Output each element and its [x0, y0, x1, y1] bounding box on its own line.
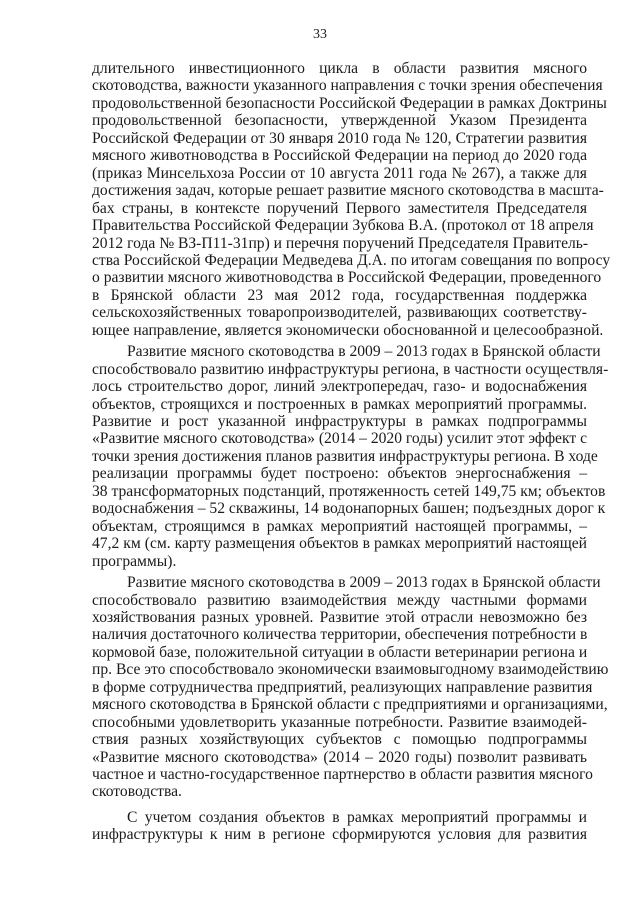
text-line: Российской Федерации от 30 января 2010 года № 120, Стратегии развития [92, 129, 587, 147]
text-line: объектам, строящимся в рамках мероприятий настоящей программы, – [92, 517, 587, 535]
text-line: сельскохозяйственных товаропроизводителей, развивающих соответству- [92, 304, 587, 322]
text-line: 38 трансформаторных подстанций, протяженность сетей 149,75 км; объектов [92, 482, 606, 500]
text-line: Развитие и рост указанной инфраструктуры в рамках подпрограммы [92, 413, 587, 430]
text-line: в Брянской области 23 мая 2012 года, государственная поддержка [92, 286, 587, 304]
text-line: ствия разных хозяйствующих субъектов с помощью подпрограммы [92, 731, 587, 749]
text-line: Развитие мясного скотоводства в 2009 – 2013 годах в Брянской области [127, 343, 601, 361]
text-line: 2012 года № ВЗ-П11-31пр) и перечня поручений Председателя Правитель- [92, 234, 589, 252]
text-line: бах страны, в контексте поручений Первого заместителя Председателя [92, 199, 587, 217]
text-line: пр. Все это способствовало экономически взаимовыгодному взаимодействию [92, 661, 609, 679]
text-line: Развитие мясного скотоводства в 2009 – 2013 годах в Брянской области [127, 574, 601, 592]
text-line: кормовой базе, положительной ситуации в области ветеринарии региона и [92, 643, 588, 661]
text-line: скотоводства. [92, 783, 182, 801]
text-line: лось строительство дорог, линий электропередач, газо- и водоснабжения [92, 378, 587, 396]
page-number: 33 [313, 27, 327, 42]
text-line: длительного инвестиционного цикла в области развития мясного [92, 60, 587, 77]
text-line: достижения задач, которые решает развитие мясного скотоводства в масшта- [92, 182, 604, 200]
text-line: точки зрения достижения планов развития инфраструктуры региона. В ходе [92, 447, 598, 465]
text-line: хозяйствования разных уровней. Развитие этой отрасли невозможно без [92, 608, 587, 626]
text-line: (приказ Минсельхоза России от 10 августа 2011 года № 267), а также для [92, 164, 587, 182]
text-line: ющее направление, является экономически обоснованной и целесообразной. [92, 321, 604, 339]
text-line: С учетом создания объектов в рамках мероприятий программы и [127, 808, 587, 826]
text-line: «Развитие мясного скотоводства» (2014 – 2020 годы) позволит развивать [92, 748, 587, 766]
text-line: ства Российской Федерации Медведева Д.А. по итогам совещания по вопросу [92, 251, 611, 269]
text-line: Правительства Российской Федерации Зубкова В.А. (протокол от 18 апреля [92, 217, 594, 235]
text-line: мясного животноводства в Российской Федерации на период до 2020 года [92, 147, 587, 165]
text-line: водоснабжения – 52 скважины, 14 водонапорных башен; подъездных дорог к [92, 500, 606, 518]
text-line: продовольственной безопасности Российской Федерации в рамках Доктрины [92, 94, 607, 112]
text-line: способствовало развитию инфраструктуры региона, в частности осуществля- [92, 360, 609, 378]
text-line: способными удовлетворить указанные потребности. Развитие взаимодей- [92, 713, 587, 731]
text-line: способствовало развитию взаимодействия между частными формами [92, 591, 587, 609]
text-line: о развитии мясного животноводства в Российской Федерации, проведенного [92, 269, 602, 287]
text-line: программы). [92, 552, 177, 570]
text-line: скотоводства, важности указанного направления с точки зрения обеспечения [92, 77, 603, 95]
text-line: инфраструктуры к ним в регионе сформируются условия для развития [92, 826, 587, 844]
text-line: наличия достаточного количества территории, обеспечения потребности в [92, 626, 588, 644]
text-line: «Развитие мясного скотоводства» (2014 – 2020 годы) усилит этот эффект с [92, 430, 587, 448]
text-line: частное и частно-государственное партнерство в области развития мясного [92, 766, 593, 783]
text-line: реализации программы будет построено: объектов энергоснабжения – [92, 465, 587, 483]
text-line: мясного скотоводства в Брянской области с предприятиями и организациями, [92, 696, 608, 714]
text-line: 47,2 км (см. карту размещения объектов в рамках мероприятий настоящей [92, 535, 587, 553]
text-line: в форме сотрудничества предприятий, реализующих направление развития [92, 678, 593, 696]
text-line: продовольственной безопасности, утвержденной Указом Президента [92, 112, 587, 130]
text-line: объектов, строящихся и построенных в рамках мероприятий программы. [92, 395, 587, 413]
